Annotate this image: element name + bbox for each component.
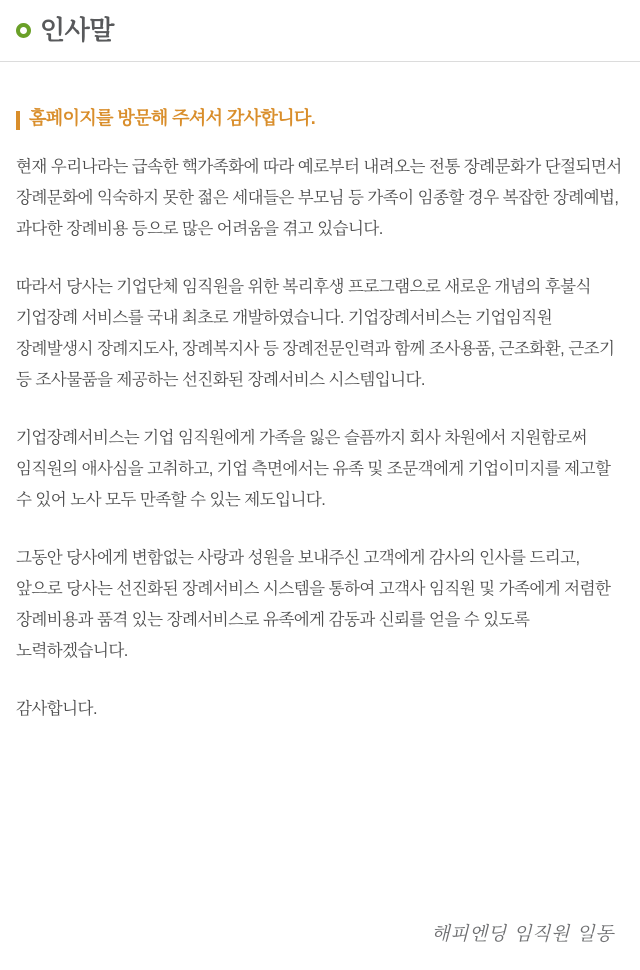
- subheading: [16, 108, 624, 130]
- page-title: 인사말: [40, 14, 114, 45]
- signature-text: 해피엔딩 임직원 일동: [431, 923, 614, 945]
- paragraph: 현재 우리나라는 급속한 핵가족화에 따라 예로부터 내려오는 전통 장례문화가 단절되면서 장례문화에 익숙하지 못한 젊은 세대들은 부모님 등 가족이 임종할 경우 복잡한 장례예법, 과다한 장례비용 등으로 많은 어려움을 겪고 있습니다.: [16, 158, 622, 238]
- paragraph: 감사합니다.: [16, 700, 97, 718]
- vertical-bar-marker-icon: [16, 111, 20, 130]
- paragraph: 따라서 당사는 기업단체 임직원을 위한 복리후생 프로그램으로 새로운 개념의 후불식 기업장례 서비스를 국내 최초로 개발하였습니다. 기업장례서비스는 기업임직원 장례발생시 장례지도사, 장례복지사 등 장례전문인력과 함께 조사용품, 근조화환, 근조기 등 조사물품을 제공하는 선진화된 장례서비스 시스템입니다.: [16, 278, 615, 389]
- greeting-content: [0, 62, 640, 725]
- page-header: [0, 0, 640, 62]
- paragraph: 기업장례서비스는 기업 임직원에게 가족을 잃은 슬픔까지 회사 차원에서 지원함로써 임직원의 애사심을 고취하고, 기업 측면에서는 유족 및 조문객에게 기업이미지를 제고할 수 있어 노사 모두 만족할 수 있는 제도입니다.: [16, 429, 611, 509]
- circle-outline-icon: [16, 23, 31, 38]
- subheading-text: 홈페이지를 방문해 주셔서 감사합니다.: [29, 108, 316, 128]
- paragraph: 그동안 당사에게 변함없는 사랑과 성원을 보내주신 고객에게 감사의 인사를 드리고, 앞으로 당사는 선진화된 장례서비스 시스템을 통하여 고객사 임직원 및 가족에게 저렴한 장례비용과 품격 있는 장례서비스로 유족에게 감동과 신뢰를 얻을 수 있도록 노력하겠습니다.: [16, 549, 611, 660]
